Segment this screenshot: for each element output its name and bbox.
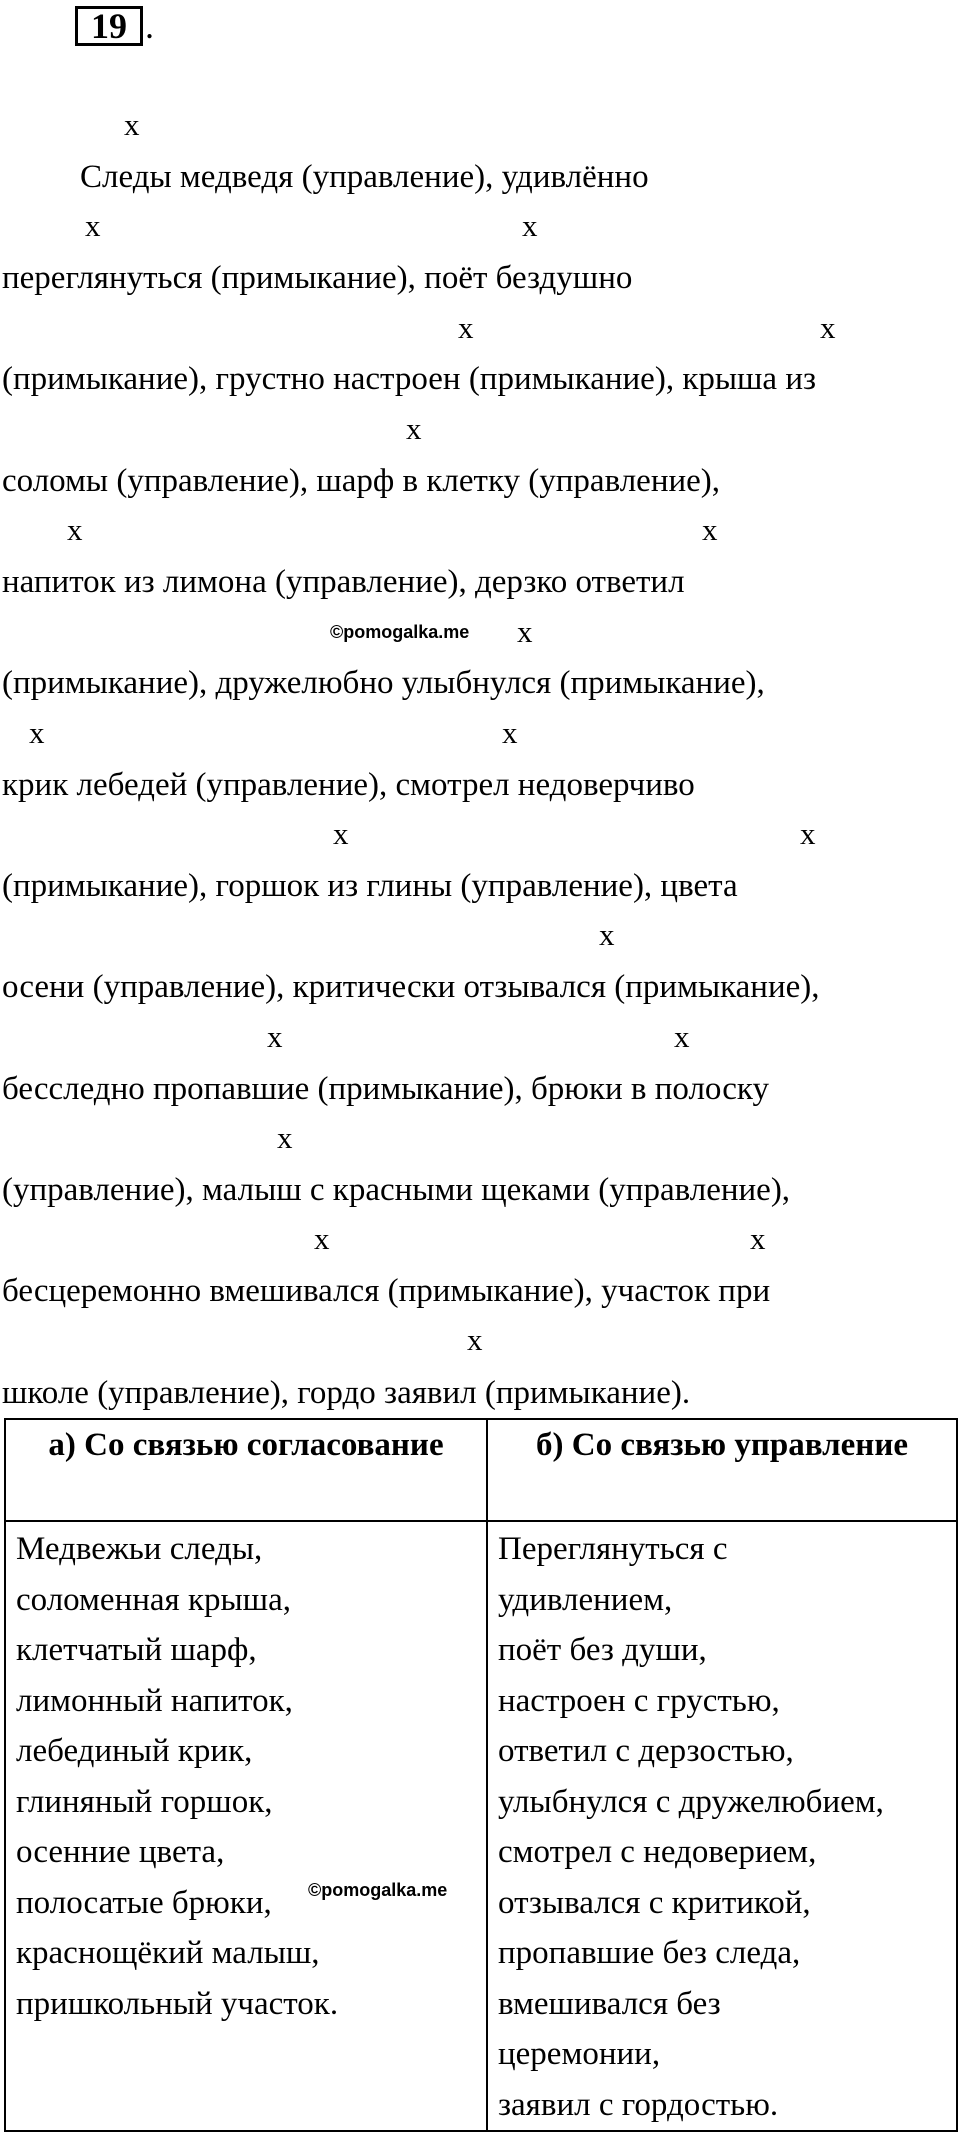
x-mark: x	[314, 1221, 330, 1256]
list-item: церемонии,	[498, 2036, 661, 2072]
text-line: бесследно пропавшие (примыкание), брюки в полоску	[2, 1071, 769, 1107]
x-mark: x	[406, 411, 422, 446]
list-item: поёт без души,	[498, 1632, 707, 1668]
x-mark: x	[124, 107, 140, 142]
list-item: глиняный горшок,	[16, 1783, 273, 1820]
x-mark: x	[599, 917, 615, 952]
x-mark: x	[333, 816, 349, 851]
text-line: напиток из лимона (управление), дерзко ответил	[2, 564, 685, 600]
text-line: (примыкание), грустно настроен (примыкание), крыша из	[2, 361, 817, 397]
column-b-cell	[487, 1521, 957, 2131]
list-item: Медвежьи следы,	[16, 1531, 263, 1567]
x-mark: x	[750, 1221, 766, 1256]
list-item: ответил с дерзостью,	[498, 1733, 794, 1769]
text-line: (примыкание), горшок из глины (управление), цвета	[2, 868, 738, 904]
text-line: бесцеремонно вмешивался (примыкание), участок при	[2, 1273, 771, 1309]
list-item: настроен с грустью,	[498, 1682, 780, 1719]
text-line: (примыкание), дружелюбно улыбнулся (примыкание),	[2, 665, 765, 701]
watermark: ©pomogalka.me	[330, 622, 470, 642]
text-line: переглянуться (примыкание), поёт бездушно	[2, 260, 633, 296]
x-mark: x	[67, 512, 83, 547]
list-item: улыбнулся с дружелюбием,	[498, 1783, 884, 1820]
text-line: соломы (управление), шарф в клетку (управление),	[2, 463, 721, 499]
list-item: удивлением,	[498, 1581, 673, 1618]
list-item: краснощёкий малыш,	[16, 1935, 320, 1971]
answer-table	[4, 1418, 958, 2132]
x-mark: x	[467, 1322, 483, 1357]
list-item: осенние цвета,	[16, 1834, 225, 1870]
text-line: крик лебедей (управление), смотрел недоверчиво	[2, 767, 695, 803]
table-header-row	[5, 1419, 957, 1521]
table-row	[5, 1521, 957, 2131]
text-line: осени (управление), критически отзывался (примыкание),	[2, 969, 820, 1005]
text-line: школе (управление), гордо заявил (примыкание).	[2, 1375, 691, 1411]
x-mark: x	[277, 1120, 293, 1155]
list-item: Переглянуться с	[498, 1531, 728, 1567]
list-item: смотрел с недоверием,	[498, 1834, 817, 1870]
x-mark: x	[85, 208, 101, 243]
column-a-cell	[5, 1521, 487, 2131]
list-item: заявил с гордостью.	[498, 2086, 779, 2123]
x-mark: x	[674, 1019, 690, 1054]
x-mark: x	[29, 715, 45, 750]
list-item: пропавшие без следа,	[498, 1935, 801, 1971]
list-item: полосатые брюки,	[16, 1884, 272, 1921]
list-item: отзывался с критикой,	[498, 1884, 811, 1921]
list-item: пришкольный участок.	[16, 1985, 339, 2022]
text-line: Следы медведя (управление), удивлённо	[80, 159, 649, 195]
list-item: лимонный напиток,	[16, 1682, 293, 1719]
x-mark: x	[517, 614, 533, 649]
list-item: клетчатый шарф,	[16, 1632, 257, 1668]
x-mark: x	[702, 512, 718, 547]
x-mark: x	[502, 715, 518, 750]
x-mark: x	[267, 1019, 283, 1054]
x-mark: x	[522, 208, 538, 243]
list-item: вмешивался без	[498, 1985, 721, 2022]
x-mark: x	[820, 310, 836, 345]
exercise-number: 19	[75, 6, 143, 46]
column-header-b: б) Со связью управление	[487, 1419, 957, 1521]
list-item: соломенная крыша,	[16, 1581, 291, 1618]
exercise-number-dot: .	[145, 6, 154, 46]
x-mark: x	[800, 816, 816, 851]
column-header-a: а) Со связью согласование	[5, 1419, 487, 1521]
list-item: лебединый крик,	[16, 1733, 253, 1769]
text-line: (управление), малыш с красными щеками (управление),	[2, 1172, 791, 1208]
watermark: ©pomogalka.me	[308, 1880, 448, 1900]
x-mark: x	[458, 310, 474, 345]
